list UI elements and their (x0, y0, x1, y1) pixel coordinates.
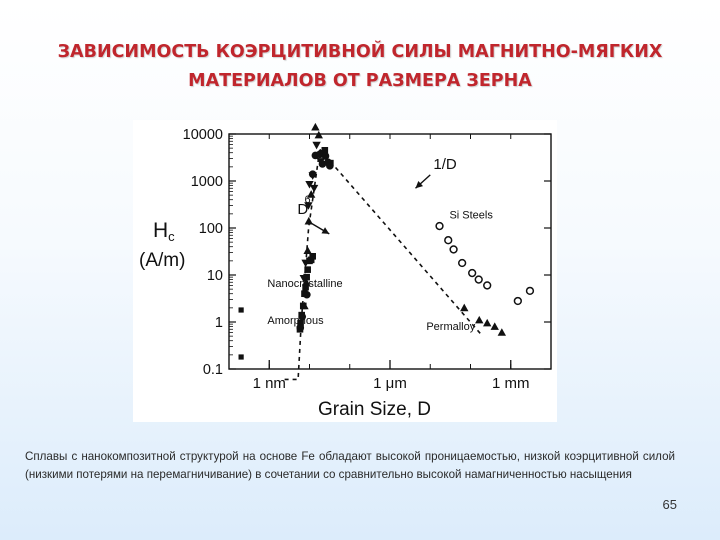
x-tick-label: 1 μm (373, 375, 407, 392)
data-point-triangle-filled (475, 316, 483, 324)
y-axis-label-sub: c (168, 229, 175, 244)
slide-caption: Сплавы с нанокомпозитной структурой на основе Fe обладают высокой проницаемостью, низкой коэрцитивной силой (низкими потерями на перемагничивание) в сочетании со сравнительно высокой намагниченностью насыщения (25, 450, 675, 481)
coercivity-grain-size-figure (133, 120, 557, 422)
x-axis-label: Grain Size, D (318, 399, 431, 420)
y-axis-label-units: (A/m) (139, 250, 186, 271)
title-line-1: ЗАВИСИМОСТЬ КОЭРЦИТИВНОЙ СИЛЫ МАГНИТНО-МЯГКИХ (57, 42, 663, 62)
x-tick-label: 1 nm (252, 375, 286, 392)
slide-title (40, 38, 680, 96)
data-point-triangle-down (312, 142, 320, 150)
data-point-triangle-up (311, 123, 319, 131)
guide-lines (285, 149, 483, 379)
annotation-nanocrystalline: Nanocrystalline (267, 278, 343, 291)
data-point-circle-open (436, 223, 443, 230)
y-axis-label-h (153, 219, 175, 244)
title-line-2: МАТЕРИАЛОВ ОТ РАЗМЕРА ЗЕРНА (188, 71, 532, 91)
y-tick-label: 100 (198, 221, 223, 237)
guide-line-1-d (320, 149, 483, 336)
axis-ticks (183, 127, 551, 392)
data-point-circle-open (469, 270, 476, 277)
y-tick-label: 10000 (182, 127, 223, 143)
data-point-square (304, 266, 311, 273)
coercivity-chart (133, 120, 557, 422)
data-point-circle-open (484, 282, 491, 289)
data-point-circle-filled (303, 291, 311, 299)
y-tick-label: 1 (214, 315, 223, 331)
annotation-amorphous: Amorphous (267, 315, 324, 328)
guide-line-d6 (285, 149, 320, 379)
y-tick-label: 10 (206, 268, 223, 284)
data-point-circle-open (450, 246, 457, 253)
data-point-triangle-filled (483, 319, 491, 327)
data-point-square-small (239, 354, 244, 359)
annotation-sisteels: Si Steels (449, 209, 493, 222)
data-point-circle-open (475, 276, 482, 283)
data-point-circle-open (459, 260, 466, 267)
data-point-circle-open (514, 298, 521, 305)
data-point-triangle-up (303, 246, 311, 254)
y-tick-label: 1000 (190, 174, 223, 190)
data-point-circle-open (527, 287, 534, 294)
data-point-triangle-filled (460, 304, 468, 312)
data-point-triangle-filled (498, 328, 506, 336)
data-point-circle-filled (326, 162, 334, 170)
x-tick-label: 1 mm (492, 375, 530, 392)
data-point-triangle-filled (491, 322, 499, 330)
annotation-d: D (297, 200, 309, 218)
data-point-circle-open (445, 237, 452, 244)
annotation-permalloy: Permalloy (426, 320, 476, 333)
data-point-square-small (239, 307, 244, 312)
y-axis-label-main: H (153, 219, 169, 242)
page-number: 65 (662, 497, 677, 512)
y-tick-label: 0.1 (202, 362, 223, 378)
annotation-6: 6 (304, 194, 311, 207)
annotation-1d: 1/D (433, 156, 457, 174)
